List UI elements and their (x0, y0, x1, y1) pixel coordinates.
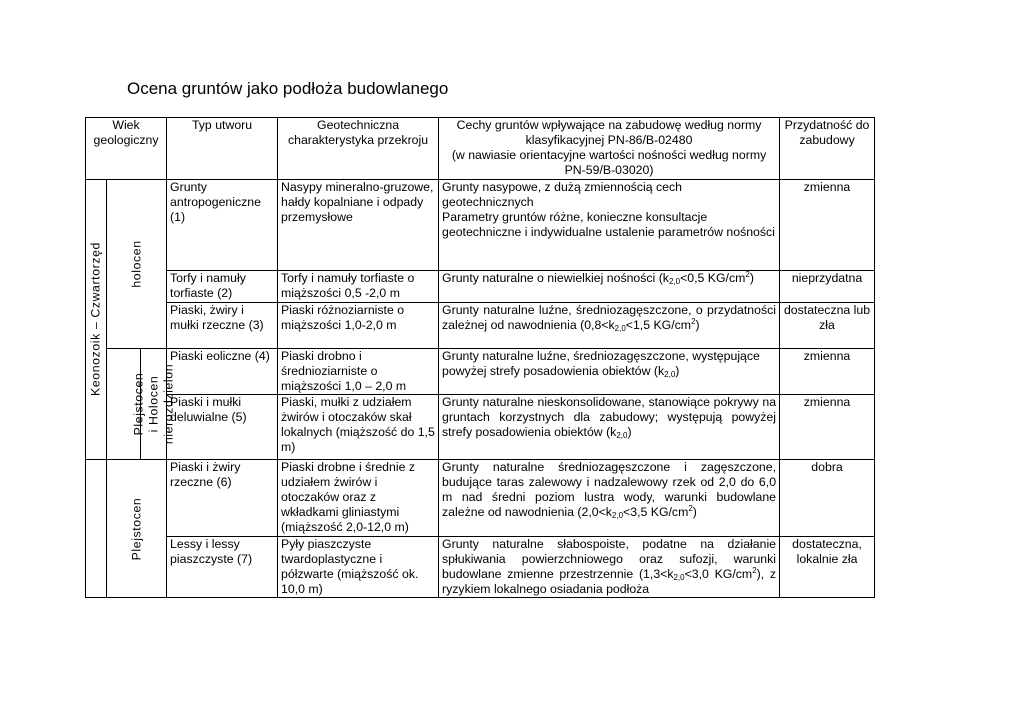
cechy-text: ) (627, 425, 632, 439)
typ-cell: Piaski, żwiry i mułki rzeczne (3) (167, 302, 278, 348)
superscript: 2 (688, 504, 693, 513)
table-row (86, 395, 875, 460)
plejstocen-label: Plejstocen (129, 497, 144, 560)
table-row (86, 180, 875, 271)
subscript: 2,0 (668, 276, 681, 286)
geo-cell: Piaski różnoziarniste o miąższości 1,0-2,0 m (278, 302, 439, 348)
plejstocen-cell (107, 460, 167, 598)
cechy-text: <3,5 KG/cm (623, 505, 689, 519)
cechy-text: ) (675, 364, 680, 378)
cechy-text: <0,5 KG/cm (680, 270, 746, 285)
geo-cell: Piaski drobno i średnioziarniste o miąższości 1,0 – 2,0 m (278, 349, 439, 395)
cechy-text: ), z ryzykiem lokalnego osiadania podłoża (442, 566, 777, 596)
holocen-cell (107, 180, 167, 349)
plh-label-line2: i Holocen (146, 375, 161, 432)
header-geo: Geotechniczna charakterystyka przekroju (278, 118, 439, 180)
cechy-cell (439, 270, 780, 302)
cechy-text: <3,0 KG/cm (684, 566, 753, 581)
typ-cell: Grunty antropogeniczne (1) (167, 180, 278, 271)
subscript: 2,0 (673, 572, 685, 582)
przydatnosc-cell: dostateczna lub zła (780, 302, 875, 348)
superscript: 2 (691, 316, 696, 326)
cechy-text: Grunty naturalne średniozagęszczone i zagęszczone, budujące taras zalewowy i nadzalewowy rzek od 2,0 do 6,0 m nad średni poziom lustra wody, warunki budowlane zależne od nawodnienia (2,0<k (442, 460, 777, 519)
typ-cell: Torfy i namuły torfiaste (2) (167, 270, 278, 302)
era-cell (86, 180, 107, 460)
cechy-text: ) (692, 505, 697, 519)
plh-cell (131, 349, 176, 460)
subscript: 2,0 (614, 323, 626, 333)
plh-label-line3: nierozdzielon (161, 363, 176, 444)
geo-cell: Pyły piaszczyste twardoplastyczne i półzwarte (miąższość ok. 10,0 m) (278, 536, 439, 597)
era-label: Keonozoik – Czwartorzęd (88, 241, 103, 396)
header-cechy (439, 118, 780, 180)
table-row (86, 460, 875, 537)
plh-label-line1: Plejstocen (131, 372, 146, 435)
geo-cell: Torfy i namuły torfiaste o miąższości 0,5 -2,0 m (278, 270, 439, 302)
era-continuation-cell (86, 460, 107, 598)
header-cechy-line1: Cechy gruntów wpływające na zabudowę według normy klasyfikacyjnej PN-86/B-02480 (456, 118, 762, 147)
geo-cell: Nasypy mineralno-gruzowe, hałdy kopalniane i odpady przemysłowe (278, 180, 439, 271)
table-row (86, 270, 875, 302)
header-typ: Typ utworu (167, 118, 278, 180)
typ-cell: Piaski i mułki deluwialne (5) (167, 395, 278, 460)
holocen-label: holocen (129, 240, 144, 288)
header-przydatnosc: Przydatność do zabudowy (780, 118, 875, 180)
typ-cell: Piaski eoliczne (4) (167, 349, 278, 395)
cechy-text: ) (695, 317, 700, 332)
table-row (86, 349, 875, 395)
cechy-cell (439, 536, 780, 597)
cechy-text-a: Grunty nasypowe, z dużą zmiennością cech geotechnicznych (442, 180, 682, 209)
plh-label (131, 363, 176, 443)
cechy-text: Grunty naturalne luźne, średniozagęszczone, o przydatności zależnej od nawodnienia (0,8<k (442, 302, 777, 332)
subscript: 2,0 (664, 370, 676, 379)
table-row (86, 302, 875, 348)
przydatnosc-cell: dostateczna, lokalnie zła (780, 536, 875, 597)
cechy-text: Grunty naturalne luźne, średniozagęszczone, występujące powyżej strefy posadowienia obiektów (k (442, 349, 760, 378)
cechy-cell (439, 349, 780, 395)
geo-cell: Piaski, mułki z udziałem żwirów i otoczaków skał lokalnych (miąższość do 1,5 m) (278, 395, 439, 460)
cechy-text-b: Parametry gruntów różne, konieczne konsultacje geotechniczne i indywidualne ustalenie parametrów nośności (442, 210, 775, 239)
przydatnosc-cell: nieprzydatna (780, 270, 875, 302)
cechy-cell (439, 460, 780, 537)
subscript: 2,0 (611, 511, 624, 520)
przydatnosc-cell: zmienna (780, 395, 875, 460)
typ-cell: Lessy i lessy piaszczyste (7) (167, 536, 278, 597)
cechy-cell (439, 302, 780, 348)
soil-assessment-table (85, 117, 875, 598)
geo-cell: Piaski drobne i średnie z udziałem żwirów i otoczaków oraz z wkładkami gliniastymi (miąższość 2,0-12,0 m) (278, 460, 439, 537)
superscript: 2 (752, 565, 757, 575)
header-wiek: Wiek geologiczny (86, 118, 167, 180)
cechy-text: Grunty naturalne słabospoiste, podatne na działanie spłukiwania powierzchniowego oraz sufozji, warunki budowlane zmienne przestrzennie (1,3<k (442, 536, 777, 581)
przydatnosc-cell: zmienna (780, 180, 875, 271)
table-row (86, 536, 875, 597)
przydatnosc-cell: dobra (780, 460, 875, 537)
cechy-cell (439, 395, 780, 460)
przydatnosc-cell: zmienna (780, 349, 875, 395)
superscript: 2 (745, 269, 750, 279)
header-row (86, 118, 875, 180)
cechy-cell (439, 180, 780, 271)
typ-cell: Piaski i żwiry rzeczne (6) (167, 460, 278, 537)
cechy-text: <1,5 KG/cm (625, 317, 692, 332)
header-cechy-line2: (w nawiasie orientacyjne wartości nośności według normy PN-59/B-03020) (451, 148, 767, 177)
cechy-text: Grunty naturalne nieskonsolidowane, stanowiące pokrywy na gruntach korzystnych dla zabudowy; występują powyżej strefy posadowienia obiektów (k (442, 395, 777, 439)
cechy-text: Grunty naturalne o niewielkiej nośności (k (442, 270, 669, 285)
subscript: 2,0 (616, 431, 628, 440)
page-title: Ocena gruntów jako podłoża budowlanego (127, 79, 449, 98)
cechy-text: ) (749, 270, 754, 285)
